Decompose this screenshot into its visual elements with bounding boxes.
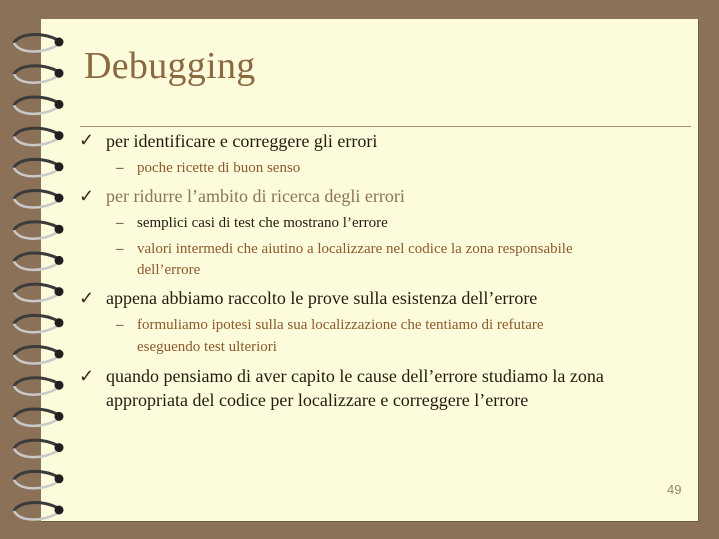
checkmark-icon: ✓ — [79, 186, 95, 206]
bullet-1-sub-1: poche ricette di buon senso — [137, 160, 301, 176]
dash-icon: – — [116, 215, 124, 231]
bullet-4-text-continued: appropriata del codice per localizzare e correggere l’errore — [106, 390, 529, 410]
bullet-2-sub-1: semplici casi di test che mostrano l’errore — [137, 215, 388, 231]
dash-icon: – — [116, 160, 124, 176]
bullet-2-text: per ridurre l’ambito di ricerca degli errori — [106, 186, 405, 206]
bullet-1-text: per identificare e correggere gli errori — [106, 131, 378, 151]
checkmark-icon: ✓ — [79, 130, 95, 150]
dash-icon: – — [116, 317, 124, 333]
bullet-3-text: appena abbiamo raccolto le prove sulla esistenza dell’errore — [106, 288, 538, 308]
checkmark-icon: ✓ — [79, 288, 95, 308]
page-number: 49 — [667, 482, 682, 497]
dash-icon: – — [116, 241, 124, 257]
checkmark-icon: ✓ — [79, 366, 95, 386]
bullet-3-sub-1-continued: eseguendo test ulteriori — [137, 339, 277, 355]
bullet-2-sub-2: valori intermedi che aiutino a localizzare nel codice la zona responsabile — [137, 241, 573, 257]
slide-title: Debugging — [84, 45, 256, 87]
bullet-4-text: quando pensiamo di aver capito le cause dell’errore studiamo la zona — [106, 366, 604, 386]
bullet-3-sub-1: formuliamo ipotesi sulla sua localizzazione che tentiamo di refutare — [137, 317, 544, 333]
bullet-2-sub-2-continued: dell’errore — [137, 262, 201, 278]
